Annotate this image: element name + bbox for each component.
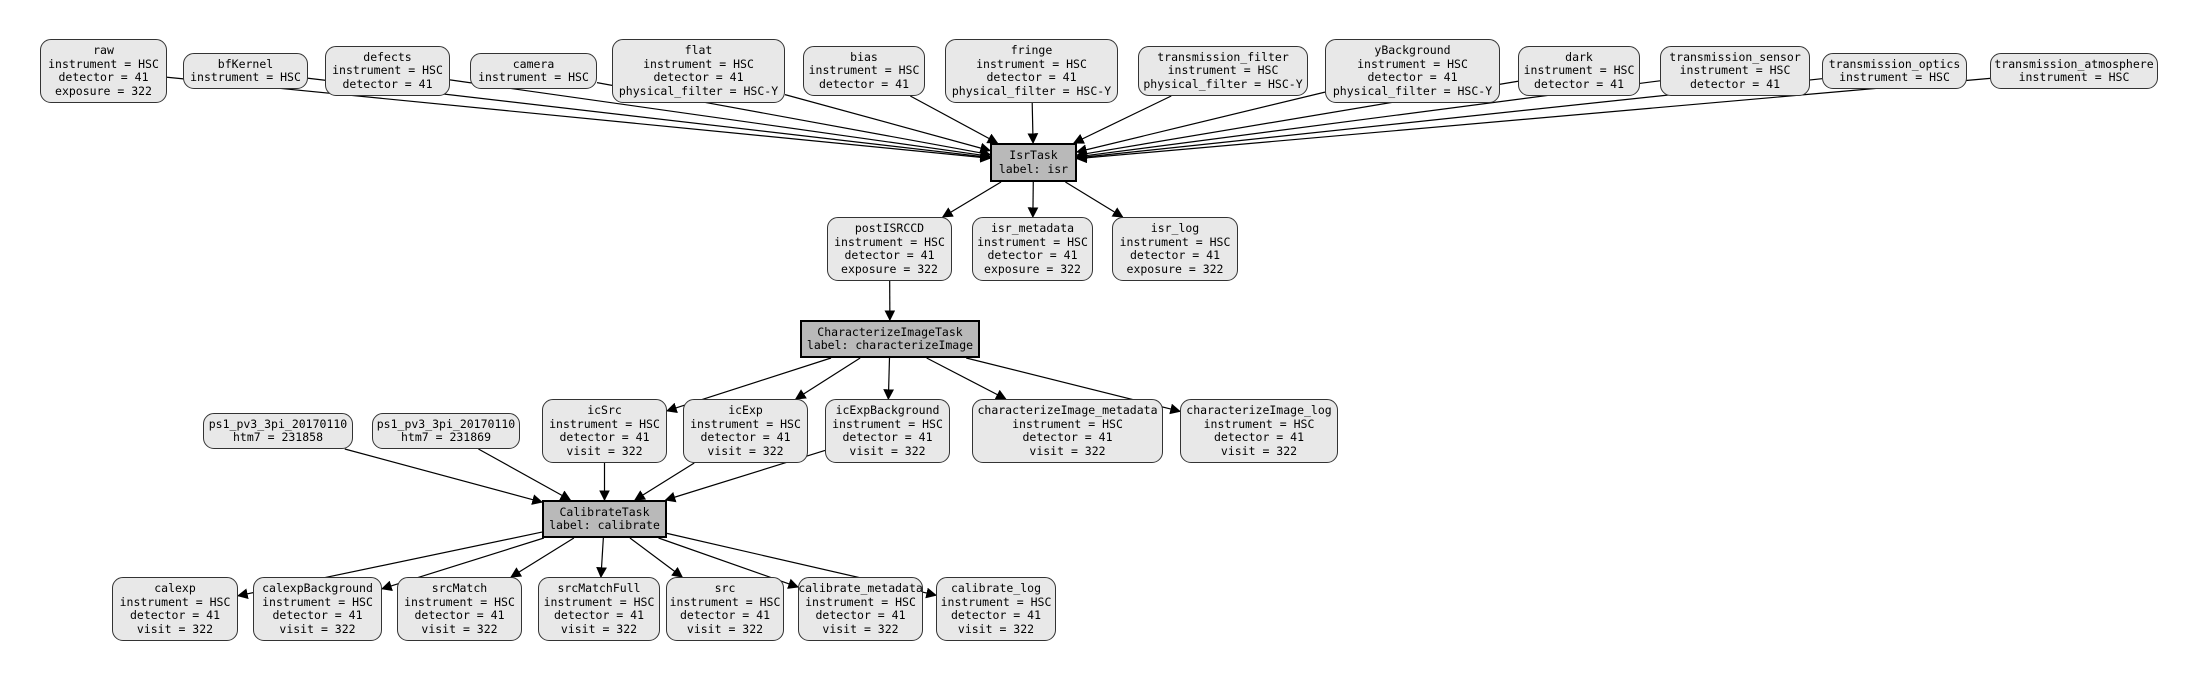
edge-fringe-to-isrTask <box>1032 103 1033 143</box>
dataset-node-calexp <box>112 577 238 641</box>
task-label: label: isr <box>998 161 1069 176</box>
dataset-node-bfKernel <box>183 53 308 89</box>
node-title: ps1_pv3_3pi_20170110 <box>376 416 516 431</box>
dataset-node-srcMatch <box>397 577 522 641</box>
node-attr: instrument = HSC <box>690 416 801 431</box>
node-attr: instrument = HSC <box>976 56 1087 71</box>
node-attr: detector = 41 <box>559 430 650 444</box>
dataset-node-isr-metadata <box>972 217 1093 281</box>
node-attr: instrument = HSC <box>1012 416 1123 431</box>
dataset-node-calexpBackground <box>253 577 382 641</box>
node-attr: instrument = HSC <box>48 56 159 71</box>
node-title: bfKernel <box>217 56 274 71</box>
node-attr: detector = 41 <box>679 608 770 622</box>
node-title: raw <box>93 43 114 57</box>
node-attr: instrument = HSC <box>1167 63 1279 78</box>
task-node-characterizeImage <box>800 320 980 358</box>
node-attr: exposure = 322 <box>984 261 1081 276</box>
node-attr: instrument = HSC <box>549 416 660 431</box>
node-attr: detector = 41 <box>950 608 1041 622</box>
edge-characterizeImageTask-to-icExp <box>796 358 860 399</box>
edge-calibrateTask-to-srcMatchFull <box>601 538 603 577</box>
node-attr: detector = 41 <box>414 608 505 622</box>
dataset-node-yBackground <box>1325 39 1500 103</box>
task-label: label: calibrate <box>549 518 660 532</box>
dataset-node-isr-log <box>1112 217 1238 281</box>
node-attr: detector = 41 <box>58 70 149 84</box>
dataset-node-calibrate-log <box>936 577 1056 641</box>
node-title: flat <box>684 43 713 57</box>
dataset-node-transmission-filter <box>1138 46 1308 96</box>
task-label: label: characterizeImage <box>806 338 974 352</box>
node-title: src <box>714 581 736 595</box>
node-attr: detector = 41 <box>1689 76 1780 91</box>
node-title: ps1_pv3_3pi_20170110 <box>208 416 348 431</box>
node-attr: visit = 322 <box>822 621 899 636</box>
task-title: CharacterizeImageTask <box>817 324 963 339</box>
node-attr: htm7 = 231858 <box>232 430 323 444</box>
node-title: calexp <box>154 581 196 595</box>
node-attr: instrument = HSC <box>834 234 945 249</box>
dataset-node-src <box>666 577 784 641</box>
node-attr: detector = 41 <box>342 76 433 91</box>
node-title: isr_log <box>1150 221 1200 235</box>
node-attr: exposure = 322 <box>55 83 152 98</box>
edge-ps1_a-to-calibrateTask <box>345 449 542 502</box>
node-attr: visit = 322 <box>560 621 638 636</box>
dataset-node-flat <box>612 39 785 103</box>
node-attr: instrument = HSC <box>404 594 515 609</box>
node-attr: instrument = HSC <box>543 594 655 609</box>
node-title: dark <box>1565 49 1593 64</box>
node-title: srcMatchFull <box>557 581 641 595</box>
node-attr: visit = 322 <box>957 621 1035 636</box>
node-title: fringe <box>1010 43 1053 57</box>
node-title: defects <box>363 49 412 64</box>
node-attr: visit = 322 <box>566 443 643 458</box>
node-title: yBackground <box>1374 43 1451 57</box>
edge-characterizeImageTask-to-icExpBackground <box>888 358 889 399</box>
node-attr: instrument = HSC <box>190 70 301 84</box>
edge-characterizeImageTask-to-characterizeImage_metadata <box>927 358 1006 399</box>
node-title: postISRCCD <box>854 221 925 235</box>
dataset-node-dark <box>1518 46 1640 96</box>
node-title: icExpBackground <box>835 403 940 417</box>
node-attr: visit = 322 <box>136 621 214 636</box>
dataset-node-raw <box>40 39 167 103</box>
node-title: icExp <box>728 403 763 417</box>
node-attr: instrument = HSC <box>119 594 231 609</box>
node-attr: detector = 41 <box>815 608 906 622</box>
dataset-node-srcMatchFull <box>538 577 660 641</box>
node-title: transmission_sensor <box>1669 49 1801 64</box>
node-title: bias <box>850 49 878 64</box>
node-attr: visit = 322 <box>421 621 498 636</box>
node-attr: physical_filter = HSC-Y <box>618 83 779 98</box>
dataset-node-ps1-pv3-3pi-20170110-231869 <box>372 413 520 449</box>
dataset-node-icExpBackground <box>825 399 950 463</box>
node-title: calexpBackground <box>262 581 373 595</box>
edge-yBackground-to-isrTask <box>1077 92 1325 152</box>
node-attr: visit = 322 <box>1029 443 1106 458</box>
node-attr: detector = 41 <box>818 76 909 91</box>
node-attr: instrument = HSC <box>332 63 443 78</box>
dataset-node-calibrate-metadata <box>798 577 923 641</box>
node-attr: instrument = HSC <box>1203 416 1315 431</box>
dataset-node-transmission-optics <box>1822 53 1967 89</box>
node-attr: instrument = HSC <box>1839 70 1950 84</box>
node-title: calibrate_metadata <box>798 581 923 595</box>
edge-bias-to-isrTask <box>910 96 997 143</box>
node-attr: visit = 322 <box>707 443 784 458</box>
node-title: isr_metadata <box>990 221 1075 235</box>
node-attr: instrument = HSC <box>808 63 920 78</box>
node-attr: detector = 41 <box>1533 76 1624 91</box>
edge-calibrateTask-to-srcMatch <box>511 538 574 577</box>
dataset-node-defects <box>325 46 450 96</box>
node-attr: detector = 41 <box>842 430 933 444</box>
node-title: transmission_filter <box>1157 49 1289 64</box>
dataset-node-icExp <box>683 399 808 463</box>
node-attr: detector = 41 <box>987 248 1078 262</box>
node-attr: exposure = 322 <box>1126 261 1224 276</box>
node-attr: detector = 41 <box>1129 248 1220 262</box>
node-attr: detector = 41 <box>653 70 744 84</box>
node-attr: detector = 41 <box>1367 70 1458 84</box>
node-attr: instrument = HSC <box>643 56 754 71</box>
node-attr: physical_filter = HSC-Y <box>1332 83 1493 98</box>
node-attr: instrument = HSC <box>2018 70 2130 84</box>
node-attr: exposure = 322 <box>841 261 938 276</box>
node-title: camera <box>512 56 555 71</box>
node-title: srcMatch <box>431 581 488 595</box>
dataset-node-icSrc <box>542 399 667 463</box>
dataset-node-postISRCCD <box>827 217 952 281</box>
dataset-node-bias <box>803 46 925 96</box>
node-title: characterizeImage_log <box>1186 403 1332 417</box>
node-attr: instrument = HSC <box>1119 234 1231 249</box>
node-attr: instrument = HSC <box>478 70 589 84</box>
node-attr: htm7 = 231869 <box>400 430 491 444</box>
dataset-node-transmission-sensor <box>1660 46 1810 96</box>
node-title: transmission_atmosphere <box>1994 56 2154 71</box>
task-node-isr <box>990 143 1077 182</box>
dataset-node-camera <box>470 53 597 89</box>
node-attr: instrument = HSC <box>805 594 916 609</box>
task-title: IsrTask <box>1009 148 1058 162</box>
node-attr: visit = 322 <box>686 621 764 636</box>
dataset-node-ps1-pv3-3pi-20170110-231858 <box>203 413 353 449</box>
node-attr: instrument = HSC <box>669 594 781 609</box>
node-attr: instrument = HSC <box>1679 63 1791 78</box>
node-attr: instrument = HSC <box>1357 56 1468 71</box>
node-attr: detector = 41 <box>1213 430 1304 444</box>
node-title: calibrate_log <box>950 581 1041 595</box>
node-attr: detector = 41 <box>986 70 1077 84</box>
edge-isrTask-to-postISRCCD <box>943 182 1001 217</box>
dataset-node-characterizeImage-metadata <box>972 399 1163 463</box>
dataset-node-characterizeImage-log <box>1180 399 1338 463</box>
node-attr: detector = 41 <box>700 430 791 444</box>
node-attr: visit = 322 <box>849 443 926 458</box>
node-attr: visit = 322 <box>279 621 356 636</box>
node-attr: detector = 41 <box>553 608 644 622</box>
node-title: transmission_optics <box>1828 56 1961 71</box>
node-attr: instrument = HSC <box>1523 63 1635 78</box>
node-attr: physical_filter = HSC-Y <box>1143 76 1303 91</box>
task-node-calibrate <box>542 500 667 538</box>
node-title: characterizeImage_metadata <box>977 403 1158 417</box>
dataset-node-transmission-atmosphere <box>1990 53 2158 89</box>
node-attr: detector = 41 <box>844 248 935 262</box>
node-attr: instrument = HSC <box>262 594 373 609</box>
node-attr: visit = 322 <box>1220 443 1298 458</box>
dataset-node-fringe <box>945 39 1118 103</box>
task-title: CalibrateTask <box>559 504 650 519</box>
node-attr: instrument = HSC <box>977 234 1088 249</box>
node-attr: detector = 41 <box>272 608 363 622</box>
node-attr: detector = 41 <box>1022 430 1113 444</box>
node-attr: instrument = HSC <box>832 416 943 431</box>
node-attr: physical_filter = HSC-Y <box>951 83 1112 98</box>
node-title: icSrc <box>587 403 622 417</box>
edge-isrTask-to-isr_log <box>1065 182 1122 217</box>
edge-transmission_filter-to-isrTask <box>1074 96 1171 143</box>
node-attr: detector = 41 <box>129 608 220 622</box>
node-attr: instrument = HSC <box>940 594 1052 609</box>
